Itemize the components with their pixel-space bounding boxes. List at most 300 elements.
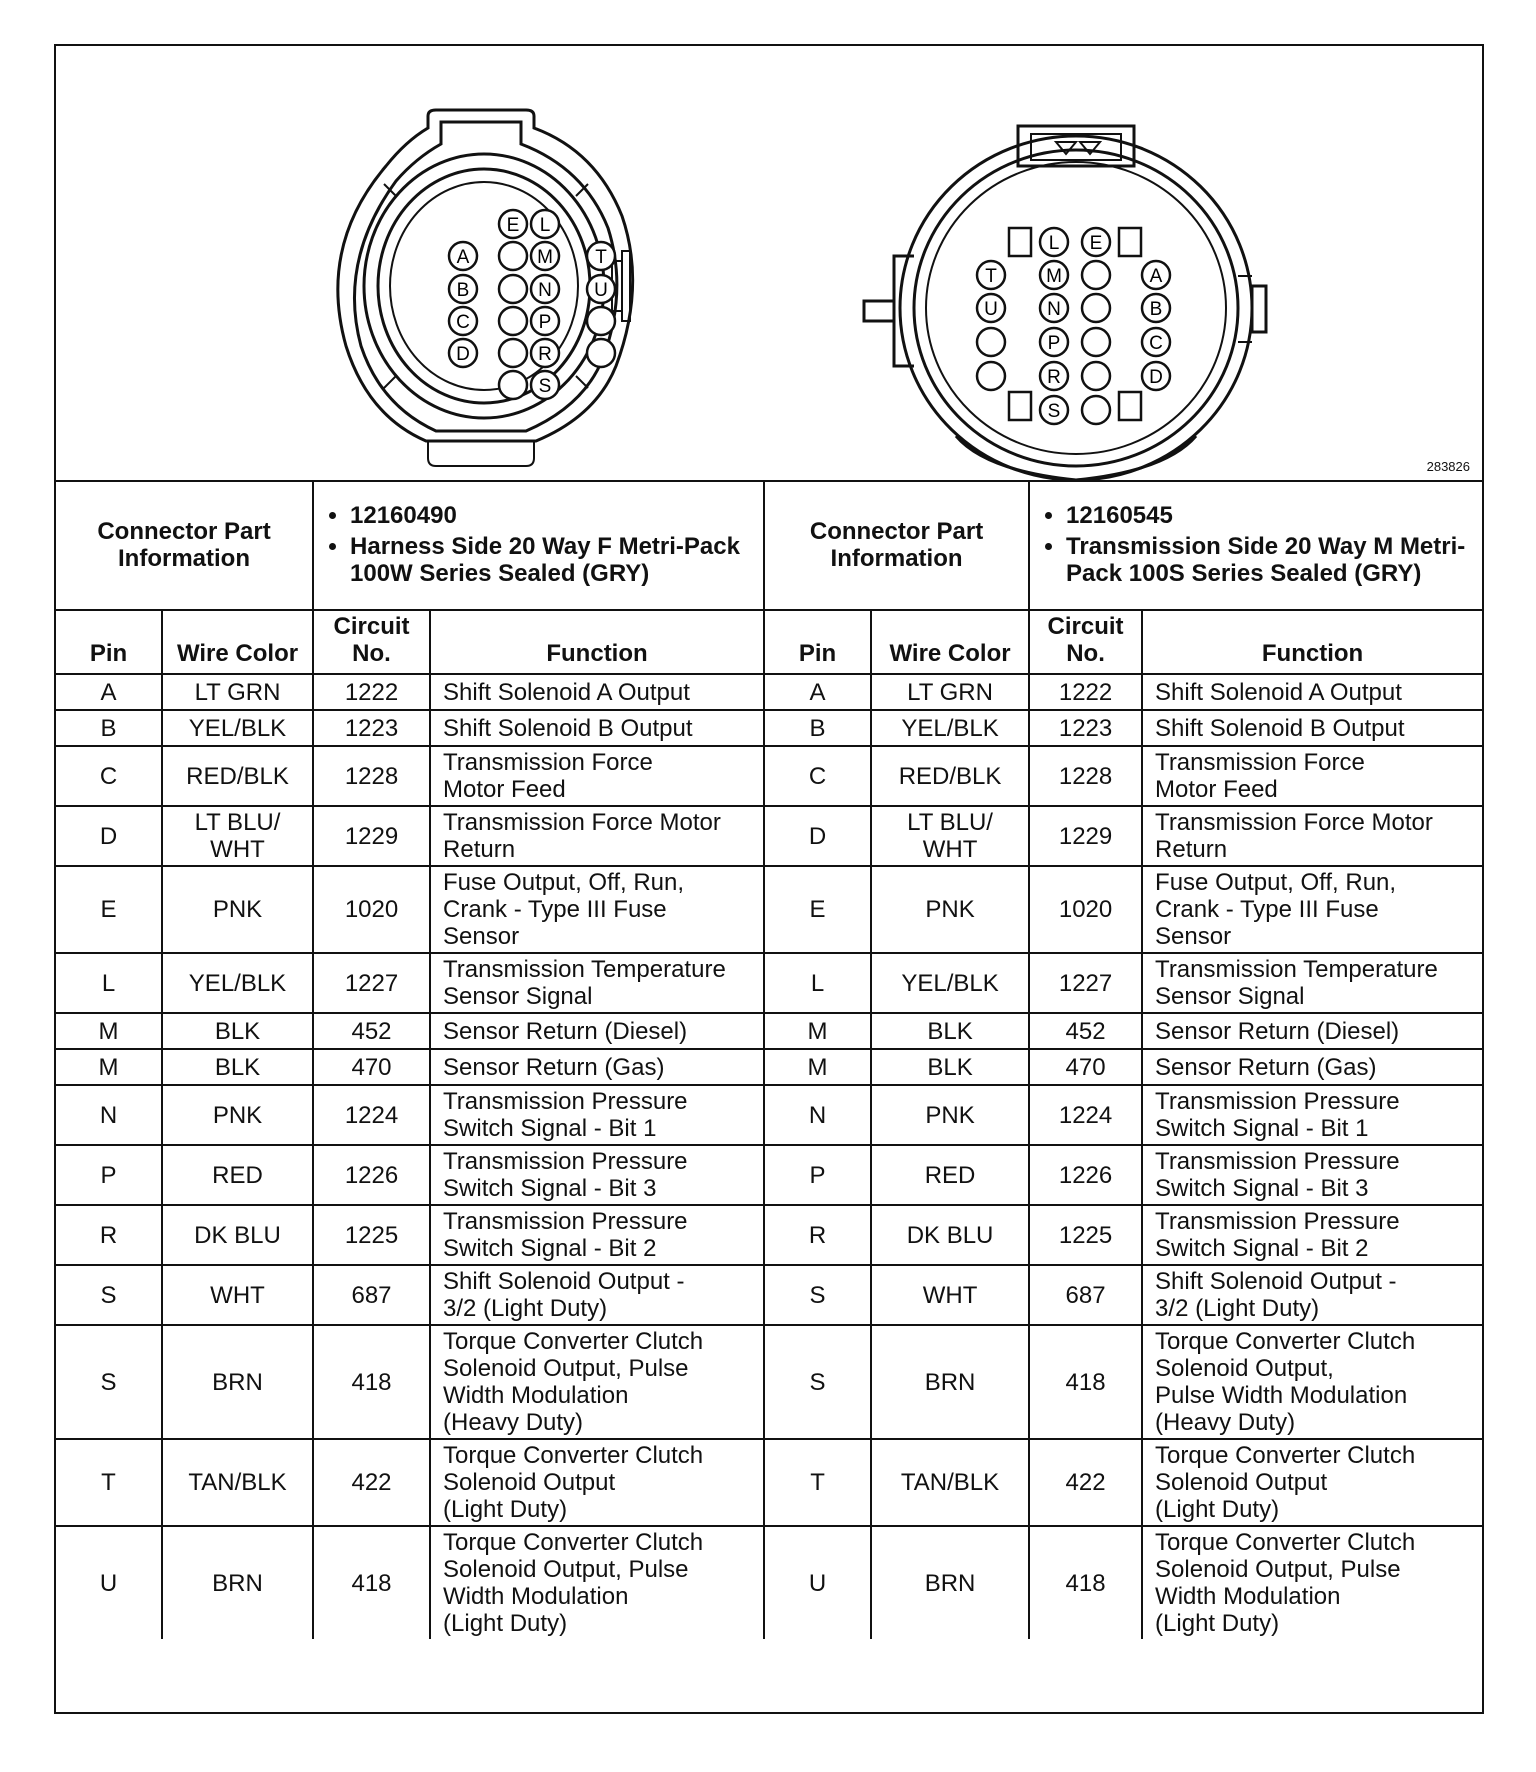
right-function-text: Torque Converter Clutch Solenoid Output, Pulse Width Modulation (Light Duty) <box>1155 1529 1416 1637</box>
right-function-text: Transmission Pressure Switch Signal - Bit 1 <box>1155 1088 1400 1142</box>
connector-pinout-table <box>56 480 1482 1639</box>
left-function-text: Transmission Force Motor Feed <box>443 749 653 803</box>
left-function-text: Shift Solenoid Output - 3/2 (Light Duty) <box>443 1268 685 1322</box>
right-wire-text: DK BLU <box>906 1221 994 1249</box>
left-wire-text: TAN/BLK <box>188 1469 287 1496</box>
left-wire-text: YEL/BLK <box>188 969 287 997</box>
table-row <box>56 1049 1482 1085</box>
right-pin-cell <box>764 1526 871 1639</box>
right-circuit-cell <box>1029 866 1142 953</box>
left-wire-text: BLK <box>214 1053 261 1081</box>
left-function-cell <box>430 1526 764 1639</box>
right-pin-text: S <box>809 1281 826 1309</box>
right-pin-text: L <box>810 969 825 997</box>
right-pin-cell <box>764 674 871 710</box>
left-circuit-cell <box>313 866 430 953</box>
left-circuit-cell <box>313 806 430 866</box>
transmission-pin-label-c: C <box>1149 333 1163 354</box>
left-circuit-cell <box>313 1205 430 1265</box>
harness-pin-label-u: U <box>594 280 608 301</box>
left-wire-cell <box>162 674 313 710</box>
transmission-pin-label-m: M <box>1046 266 1062 287</box>
right-circuit-text: 452 <box>1065 1017 1106 1045</box>
left-circuit-text: 1226 <box>344 1161 399 1189</box>
right-circuit-cell <box>1029 1013 1142 1049</box>
right-function-cell <box>1142 746 1482 806</box>
right-function-text: Fuse Output, Off, Run, Crank - Type III Fuse Sensor <box>1155 869 1397 950</box>
left-pin-text: P <box>100 1161 117 1189</box>
left-wire-cell <box>162 1526 313 1639</box>
left-circuit-text: 418 <box>351 1368 392 1396</box>
right-wire-text: LT BLU/ WHT <box>907 809 993 863</box>
left-part-info <box>313 480 764 610</box>
right-part-info-label: Connector Part Information <box>764 480 1029 610</box>
right-circuit-cell <box>1029 674 1142 710</box>
right-wire-cell <box>871 746 1029 806</box>
right-function-header: Function <box>1142 610 1482 674</box>
left-circuit-text: 1020 <box>344 896 399 923</box>
table-row <box>56 1526 1482 1639</box>
left-pin-text: L <box>101 969 116 997</box>
left-circuit-cell <box>313 1085 430 1145</box>
left-function-cell <box>430 1205 764 1265</box>
right-function-text: Shift Solenoid A Output <box>1155 678 1402 706</box>
table-row <box>56 1013 1482 1049</box>
transmission-pin-cavity <box>1082 396 1110 424</box>
left-pin-cell <box>56 746 162 806</box>
connector-drawings <box>56 46 1482 480</box>
left-function-header: Function <box>430 610 764 674</box>
right-pin-text: S <box>809 1368 826 1396</box>
right-function-text: Transmission Pressure Switch Signal - Bit 3 <box>1155 1148 1400 1202</box>
connector-end-view-sheet <box>54 44 1484 1714</box>
harness-pin-label-a: A <box>456 247 470 268</box>
transmission-pin-cavity <box>1082 294 1110 322</box>
left-pin-text: U <box>99 1569 118 1597</box>
left-circuit-text: 1225 <box>344 1221 399 1249</box>
left-pin-text: S <box>100 1368 117 1396</box>
transmission-pin-label-e: E <box>1089 233 1103 254</box>
harness-pin-cavity <box>587 339 615 367</box>
left-circuit-cell <box>313 953 430 1013</box>
left-pin-cell <box>56 806 162 866</box>
right-wire-text: RED <box>924 1161 976 1189</box>
table-row <box>56 953 1482 1013</box>
right-circuit-text: 1226 <box>1058 1161 1113 1189</box>
left-wire-cell <box>162 953 313 1013</box>
right-wire-cell <box>871 1085 1029 1145</box>
right-circuit-cell <box>1029 1205 1142 1265</box>
right-pin-text: B <box>809 714 826 742</box>
right-wire-color-header: Wire Color <box>871 610 1029 674</box>
right-wire-text: BLK <box>927 1017 973 1045</box>
right-pin-cell <box>764 1205 871 1265</box>
table-row <box>56 1205 1482 1265</box>
right-circuit-text: 470 <box>1065 1053 1106 1081</box>
right-wire-text: PNK <box>925 896 975 923</box>
left-circuit-text: 1222 <box>344 678 399 706</box>
left-wire-cell <box>162 710 313 746</box>
left-pin-cell <box>56 1205 162 1265</box>
left-circuit-cell <box>313 1049 430 1085</box>
right-circuit-cell <box>1029 746 1142 806</box>
right-function-cell <box>1142 1085 1482 1145</box>
left-function-cell <box>430 1049 764 1085</box>
left-wire-cell <box>162 1013 313 1049</box>
left-wire-cell <box>162 866 313 953</box>
left-wire-cell <box>162 1145 313 1205</box>
right-function-cell <box>1142 1526 1482 1639</box>
right-pin-text: N <box>808 1101 827 1129</box>
right-function-text: Transmission Force Motor Feed <box>1155 749 1365 803</box>
harness-pin-label-m: M <box>537 247 553 268</box>
left-wire-cell <box>162 1085 313 1145</box>
right-wire-cell <box>871 1325 1029 1439</box>
left-circuit-cell <box>313 710 430 746</box>
left-pin-text: N <box>99 1101 118 1129</box>
transmission-pin-label-u: U <box>984 299 998 320</box>
right-wire-text: PNK <box>925 1101 975 1129</box>
left-wire-text: PNK <box>212 896 263 923</box>
right-function-cell <box>1142 710 1482 746</box>
right-wire-text: YEL/BLK <box>901 714 999 742</box>
left-pin-cell <box>56 1085 162 1145</box>
left-part-description: • Harness Side 20 Way F Metri-Pack 100W Series Sealed (GRY) <box>350 533 753 587</box>
harness-pin-cavity <box>499 242 527 270</box>
right-function-cell <box>1142 1205 1482 1265</box>
left-circuit-header: Circuit No. <box>313 610 430 674</box>
right-wire-cell <box>871 674 1029 710</box>
right-circuit-text: 1229 <box>1058 822 1113 850</box>
left-function-cell <box>430 806 764 866</box>
left-function-text: Fuse Output, Off, Run, Crank - Type III Fuse Sensor <box>443 869 685 950</box>
right-function-text: Transmission Pressure Switch Signal - Bit 2 <box>1155 1208 1400 1262</box>
right-wire-cell <box>871 953 1029 1013</box>
right-circuit-cell <box>1029 953 1142 1013</box>
transmission-keying-slot <box>1009 392 1031 420</box>
right-pin-text: R <box>808 1221 827 1249</box>
right-function-text: Torque Converter Clutch Solenoid Output, Pulse Width Modulation (Heavy Duty) <box>1155 1328 1416 1436</box>
connector-pin-cavities <box>449 210 1170 424</box>
right-wire-text: WHT <box>922 1281 978 1309</box>
right-part-description: • Transmission Side 20 Way M Metri-Pack 100S Series Sealed (GRY) <box>1066 533 1472 587</box>
right-wire-cell <box>871 1013 1029 1049</box>
harness-pin-label-s: S <box>538 376 552 397</box>
left-pin-cell <box>56 1265 162 1325</box>
right-pin-text: U <box>808 1569 827 1597</box>
left-pin-text: B <box>100 714 117 742</box>
table-row <box>56 1325 1482 1439</box>
right-pin-cell <box>764 1049 871 1085</box>
left-wire-cell <box>162 1439 313 1526</box>
left-wire-cell <box>162 1049 313 1085</box>
left-circuit-cell <box>313 1325 430 1439</box>
right-function-cell <box>1142 1049 1482 1085</box>
table-row <box>56 710 1482 746</box>
transmission-pin-cavity <box>1082 362 1110 390</box>
transmission-pin-label-a: A <box>1149 266 1163 287</box>
table-row <box>56 746 1482 806</box>
left-function-cell <box>430 1265 764 1325</box>
left-circuit-text: 1224 <box>344 1101 399 1129</box>
right-function-cell <box>1142 1013 1482 1049</box>
right-wire-cell <box>871 710 1029 746</box>
harness-pin-label-r: R <box>538 344 552 365</box>
table-row <box>56 866 1482 953</box>
figure-number: 283826 <box>1426 459 1470 474</box>
right-function-cell <box>1142 866 1482 953</box>
right-circuit-cell <box>1029 1265 1142 1325</box>
left-wire-text: WHT <box>210 1281 265 1309</box>
left-pin-cell <box>56 1013 162 1049</box>
harness-pin-label-d: D <box>456 344 470 365</box>
left-pin-cell <box>56 1325 162 1439</box>
left-pin-text: D <box>99 822 118 850</box>
right-pin-cell <box>764 953 871 1013</box>
transmission-pin-label-r: R <box>1047 367 1061 388</box>
left-function-text: Shift Solenoid A Output <box>443 678 690 706</box>
right-pin-cell <box>764 1085 871 1145</box>
table-row <box>56 1085 1482 1145</box>
left-circuit-cell <box>313 674 430 710</box>
left-function-text: Transmission Temperature Sensor Signal <box>443 956 726 1010</box>
right-function-cell <box>1142 1325 1482 1439</box>
right-pin-text: E <box>809 896 826 923</box>
right-circuit-text: 418 <box>1065 1569 1106 1597</box>
right-wire-cell <box>871 1145 1029 1205</box>
left-circuit-text: 418 <box>351 1569 392 1597</box>
left-function-text: Transmission Pressure Switch Signal - Bit 3 <box>443 1148 688 1202</box>
left-wire-cell <box>162 1325 313 1439</box>
left-pin-cell <box>56 1049 162 1085</box>
left-circuit-text: 1228 <box>344 762 399 790</box>
left-pin-cell <box>56 953 162 1013</box>
right-pin-text: P <box>809 1161 826 1189</box>
harness-pin-cavity <box>499 339 527 367</box>
right-function-cell <box>1142 953 1482 1013</box>
left-circuit-text: 1229 <box>344 822 399 850</box>
right-function-cell <box>1142 674 1482 710</box>
left-wire-cell <box>162 1205 313 1265</box>
right-circuit-text: 1223 <box>1058 714 1113 742</box>
right-function-text: Transmission Temperature Sensor Signal <box>1155 956 1438 1010</box>
right-wire-text: YEL/BLK <box>901 969 999 997</box>
right-circuit-text: 1228 <box>1058 762 1113 790</box>
right-circuit-text: 1227 <box>1058 969 1113 997</box>
harness-pin-cavity <box>499 371 527 399</box>
transmission-pin-label-d: D <box>1149 367 1163 388</box>
transmission-pin-cavity <box>1082 328 1110 356</box>
left-pin-text: M <box>98 1017 119 1045</box>
left-function-text: Sensor Return (Diesel) <box>443 1017 688 1045</box>
harness-pin-cavity <box>499 307 527 335</box>
right-wire-cell <box>871 1265 1029 1325</box>
right-circuit-text: 418 <box>1065 1368 1106 1396</box>
right-circuit-cell <box>1029 1085 1142 1145</box>
right-function-text: Shift Solenoid Output - 3/2 (Light Duty) <box>1155 1268 1397 1322</box>
connector-end-view-figure <box>56 46 1482 482</box>
right-wire-cell <box>871 1049 1029 1085</box>
left-function-cell <box>430 1325 764 1439</box>
right-wire-cell <box>871 806 1029 866</box>
harness-pin-label-t: T <box>595 247 607 268</box>
left-function-text: Transmission Force Motor Return <box>443 809 721 863</box>
right-pin-cell <box>764 710 871 746</box>
left-circuit-text: 687 <box>351 1281 392 1309</box>
left-circuit-text: 1223 <box>344 714 399 742</box>
left-pin-cell <box>56 866 162 953</box>
right-function-text: Torque Converter Clutch Solenoid Output (Light Duty) <box>1155 1442 1416 1523</box>
transmission-pin-label-p: P <box>1047 333 1061 354</box>
right-function-cell <box>1142 806 1482 866</box>
right-function-text: Transmission Force Motor Return <box>1155 809 1433 863</box>
pinout-rows <box>56 674 1482 1639</box>
right-pin-text: A <box>809 678 826 706</box>
left-wire-cell <box>162 806 313 866</box>
left-circuit-cell <box>313 1013 430 1049</box>
harness-pin-cavity <box>499 275 527 303</box>
left-circuit-cell <box>313 1265 430 1325</box>
left-wire-text: PNK <box>212 1101 263 1129</box>
right-function-text: Sensor Return (Diesel) <box>1155 1017 1400 1045</box>
harness-pin-label-b: B <box>456 280 470 301</box>
table-row <box>56 1145 1482 1205</box>
right-circuit-text: 1222 <box>1058 678 1113 706</box>
right-pin-text: M <box>807 1017 828 1045</box>
right-circuit-text: 1225 <box>1058 1221 1113 1249</box>
left-pin-cell <box>56 1526 162 1639</box>
right-circuit-cell <box>1029 710 1142 746</box>
right-circuit-cell <box>1029 1145 1142 1205</box>
right-circuit-cell <box>1029 1049 1142 1085</box>
right-wire-text: BLK <box>927 1053 973 1081</box>
left-circuit-text: 452 <box>351 1017 392 1045</box>
left-wire-color-header: Wire Color <box>162 610 313 674</box>
right-wire-cell <box>871 1205 1029 1265</box>
right-part-info <box>1029 480 1482 610</box>
harness-pin-label-n: N <box>538 280 552 301</box>
right-wire-text: BRN <box>924 1368 976 1396</box>
right-pin-cell <box>764 866 871 953</box>
left-wire-cell <box>162 746 313 806</box>
right-pin-text: C <box>808 762 827 790</box>
right-pin-cell <box>764 806 871 866</box>
transmission-pin-label-b: B <box>1149 299 1163 320</box>
left-function-text: Transmission Pressure Switch Signal - Bit 2 <box>443 1208 688 1262</box>
left-wire-text: LT BLU/ WHT <box>194 809 281 863</box>
left-function-cell <box>430 1145 764 1205</box>
right-circuit-text: 1020 <box>1058 896 1113 923</box>
transmission-pin-label-l: L <box>1048 233 1060 254</box>
left-wire-text: RED/BLK <box>186 762 289 790</box>
transmission-keying-slot <box>1119 228 1141 256</box>
right-wire-cell <box>871 1439 1029 1526</box>
left-pin-header: Pin <box>56 610 162 674</box>
harness-pin-label-c: C <box>456 312 470 333</box>
right-circuit-text: 687 <box>1065 1281 1106 1309</box>
right-function-text: Sensor Return (Gas) <box>1155 1053 1377 1081</box>
left-function-cell <box>430 1085 764 1145</box>
left-function-cell <box>430 953 764 1013</box>
left-wire-cell <box>162 1265 313 1325</box>
right-wire-text: RED/BLK <box>898 762 1002 790</box>
right-function-cell <box>1142 1145 1482 1205</box>
harness-pin-label-p: P <box>538 312 552 333</box>
transmission-pin-cavity <box>977 362 1005 390</box>
right-circuit-cell <box>1029 1325 1142 1439</box>
right-circuit-header: Circuit No. <box>1029 610 1142 674</box>
left-function-cell <box>430 1013 764 1049</box>
transmission-pin-label-n: N <box>1047 299 1061 320</box>
left-pin-cell <box>56 1145 162 1205</box>
left-wire-text: BLK <box>214 1017 261 1045</box>
right-pin-cell <box>764 1145 871 1205</box>
right-pin-cell <box>764 746 871 806</box>
right-wire-cell <box>871 866 1029 953</box>
left-function-text: Transmission Pressure Switch Signal - Bit 1 <box>443 1088 688 1142</box>
right-pin-text: T <box>810 1469 825 1496</box>
column-header-row <box>56 610 1482 674</box>
transmission-pin-cavity <box>1082 261 1110 289</box>
left-wire-text: LT GRN <box>194 678 281 706</box>
transmission-keying-slot <box>1119 392 1141 420</box>
right-circuit-cell <box>1029 1526 1142 1639</box>
left-function-text: Torque Converter Clutch Solenoid Output, Pulse Width Modulation (Light Duty) <box>443 1529 704 1637</box>
left-function-text: Shift Solenoid B Output <box>443 714 693 742</box>
connector-part-info-row <box>56 480 1482 610</box>
left-wire-text: BRN <box>212 1569 263 1597</box>
left-pin-text: A <box>100 678 117 706</box>
right-circuit-cell <box>1029 1439 1142 1526</box>
transmission-pin-label-t: T <box>985 266 997 287</box>
left-function-cell <box>430 746 764 806</box>
right-pin-cell <box>764 1325 871 1439</box>
left-function-text: Torque Converter Clutch Solenoid Output (Light Duty) <box>443 1442 704 1523</box>
right-function-text: Shift Solenoid B Output <box>1155 714 1405 742</box>
right-circuit-cell <box>1029 806 1142 866</box>
left-pin-text: C <box>99 762 118 790</box>
left-circuit-cell <box>313 1145 430 1205</box>
table-row <box>56 806 1482 866</box>
left-circuit-cell <box>313 746 430 806</box>
left-circuit-cell <box>313 1439 430 1526</box>
right-pin-cell <box>764 1013 871 1049</box>
left-pin-text: T <box>101 1469 116 1496</box>
table-row <box>56 674 1482 710</box>
harness-pin-label-e: E <box>506 215 520 236</box>
left-part-info-label: Connector Part Information <box>56 480 313 610</box>
right-circuit-text: 1224 <box>1058 1101 1113 1129</box>
right-circuit-text: 422 <box>1065 1469 1106 1496</box>
left-pin-cell <box>56 710 162 746</box>
left-pin-cell <box>56 1439 162 1526</box>
left-pin-text: S <box>100 1281 117 1309</box>
left-pin-text: E <box>100 896 117 923</box>
left-function-cell <box>430 866 764 953</box>
left-wire-text: RED <box>212 1161 263 1189</box>
table-row <box>56 1439 1482 1526</box>
left-circuit-text: 1227 <box>344 969 399 997</box>
left-pin-text: R <box>99 1221 118 1249</box>
left-function-text: Sensor Return (Gas) <box>443 1053 665 1081</box>
left-function-cell <box>430 674 764 710</box>
left-pin-cell <box>56 674 162 710</box>
harness-pin-cavity <box>587 307 615 335</box>
left-pin-text: M <box>98 1053 119 1081</box>
left-circuit-cell <box>313 1526 430 1639</box>
left-wire-text: BRN <box>212 1368 263 1396</box>
table-row <box>56 1265 1482 1325</box>
